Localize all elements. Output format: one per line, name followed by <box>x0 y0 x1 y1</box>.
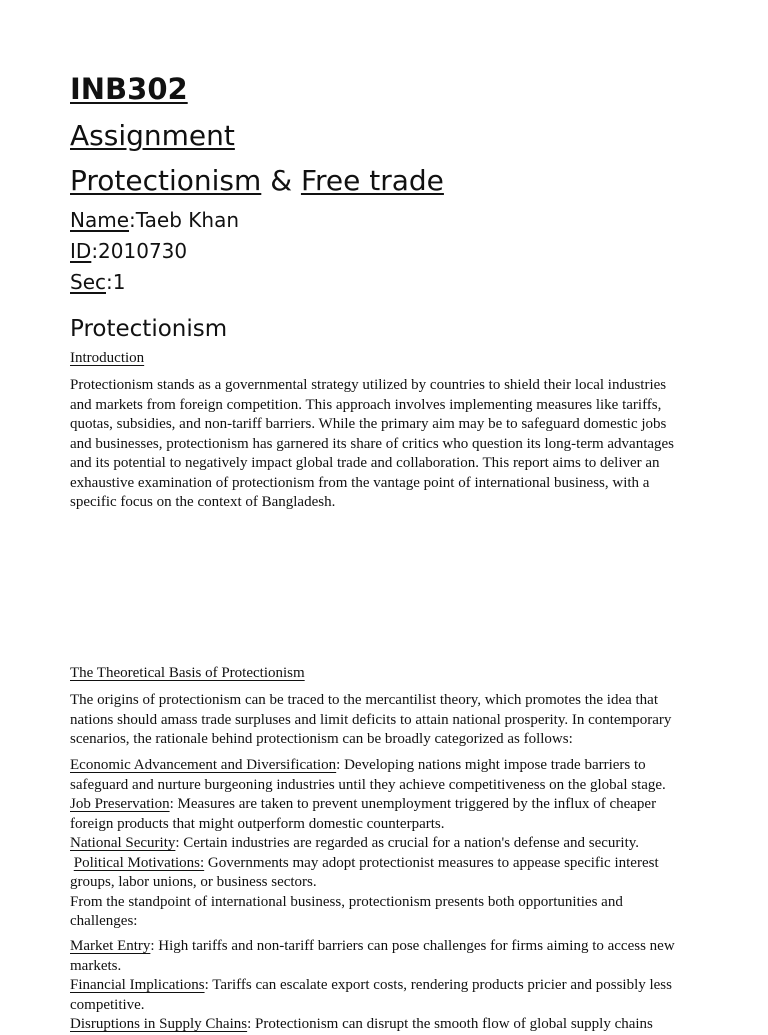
political-text-cont: groups, labor unions, or business sectors. <box>70 874 317 890</box>
political-item <box>70 854 700 874</box>
student-id <box>70 239 187 263</box>
market-term: Market Entry <box>70 938 151 954</box>
assignment-title <box>70 119 235 152</box>
course-code-text: INB302 <box>70 72 188 106</box>
theory-line: nations should amass trade surpluses and limit deficits to attain national prosperity. In contemporary <box>70 711 672 728</box>
econ-text-cont: safeguard and nurture burgeoning industries until they achieve competitiveness on the global stage. <box>70 776 666 793</box>
intro-line: specific focus on the context of Bangladesh. <box>70 494 336 510</box>
intro-line: and its potential to negatively impact global trade and collaboration. This report aims to deliver an <box>70 455 660 471</box>
theory-line: The origins of protectionism can be traced to the mercantilist theory, which promotes the idea that <box>70 692 659 708</box>
topic-part1: Protectionism <box>70 164 262 197</box>
course-code <box>70 72 188 106</box>
market-item <box>70 937 700 957</box>
intro-line: quotas, subsidies, and non-tariff barriers. While the primary aim may be to safeguard domestic jobs <box>70 416 667 432</box>
assignment-title-text: Assignment <box>70 119 235 152</box>
econ-item <box>70 756 700 776</box>
section-heading: Protectionism <box>70 316 228 342</box>
intro-line: and markets from foreign competition. This approach involves implementing measures like tariffs, <box>70 396 662 413</box>
theory-paragraph <box>70 691 700 750</box>
id-value: :2010730 <box>91 239 188 263</box>
job-text-cont: foreign products that might outperform domestic counterparts. <box>70 815 445 832</box>
financial-text: : Tariffs can escalate export costs, rendering products pricier and possibly less <box>204 977 672 993</box>
intro-line: exhaustive examination of protectionism from the vantage point of international business, with a <box>70 474 650 491</box>
sec-value: :1 <box>106 270 126 294</box>
job-term: Job Preservation <box>70 796 170 812</box>
supply-text: : Protectionism can disrupt the smooth flow of global supply chains <box>247 1016 653 1032</box>
intro-heading <box>70 350 144 367</box>
financial-item <box>70 976 700 996</box>
job-item <box>70 795 700 815</box>
name-value: :Taeb Khan <box>129 208 239 232</box>
financial-text-cont: competitive. <box>70 996 145 1013</box>
market-text-cont: markets. <box>70 957 122 974</box>
theory-heading-text: The Theoretical Basis of Protectionism <box>70 665 305 681</box>
student-section <box>70 270 125 294</box>
standpoint-text: From the standpoint of international business, protectionism presents both opportunities and <box>70 893 623 910</box>
topic-title <box>70 164 444 197</box>
topic-part2: Free trade <box>300 164 444 197</box>
theory-heading <box>70 665 305 682</box>
security-text: : Certain industries are regarded as crucial for a nation's defense and security. <box>175 835 640 851</box>
intro-paragraph <box>70 376 700 513</box>
name-label: Name <box>70 208 130 232</box>
security-term: National Security <box>70 835 176 851</box>
political-term: Political Motivations: <box>73 854 205 871</box>
theory-line: scenarios, the rationale behind protectionism can be broadly categorized as follows: <box>70 731 573 747</box>
political-text: Governments may adopt protectionist measures to appease specific interest <box>204 854 659 871</box>
student-name <box>70 208 239 232</box>
market-text: : High tariffs and non-tariff barriers can pose challenges for firms aiming to access new <box>150 938 675 954</box>
job-text: : Measures are taken to prevent unemployment triggered by the influx of cheaper <box>169 796 657 812</box>
econ-text: : Developing nations might impose trade barriers to <box>336 757 646 773</box>
financial-term: Financial Implications <box>70 977 205 993</box>
topic-amp: & <box>261 164 301 197</box>
sec-label: Sec <box>70 270 106 294</box>
rationale-block <box>70 756 700 932</box>
intro-line: and businesses, protectionism has garnered its share of critics who question its long-term advantages <box>70 435 675 452</box>
econ-term: Economic Advancement and Diversification <box>70 757 337 773</box>
id-label: ID <box>70 239 92 263</box>
standpoint-text-cont: challenges: <box>70 913 138 929</box>
intro-heading-text: Introduction <box>70 350 145 366</box>
supply-term: Disruptions in Supply Chains <box>70 1016 248 1032</box>
challenges-block <box>70 937 700 1035</box>
security-item <box>70 834 700 854</box>
intro-line: Protectionism stands as a governmental strategy utilized by countries to shield their local industries <box>70 377 667 393</box>
supply-item <box>70 1015 700 1035</box>
